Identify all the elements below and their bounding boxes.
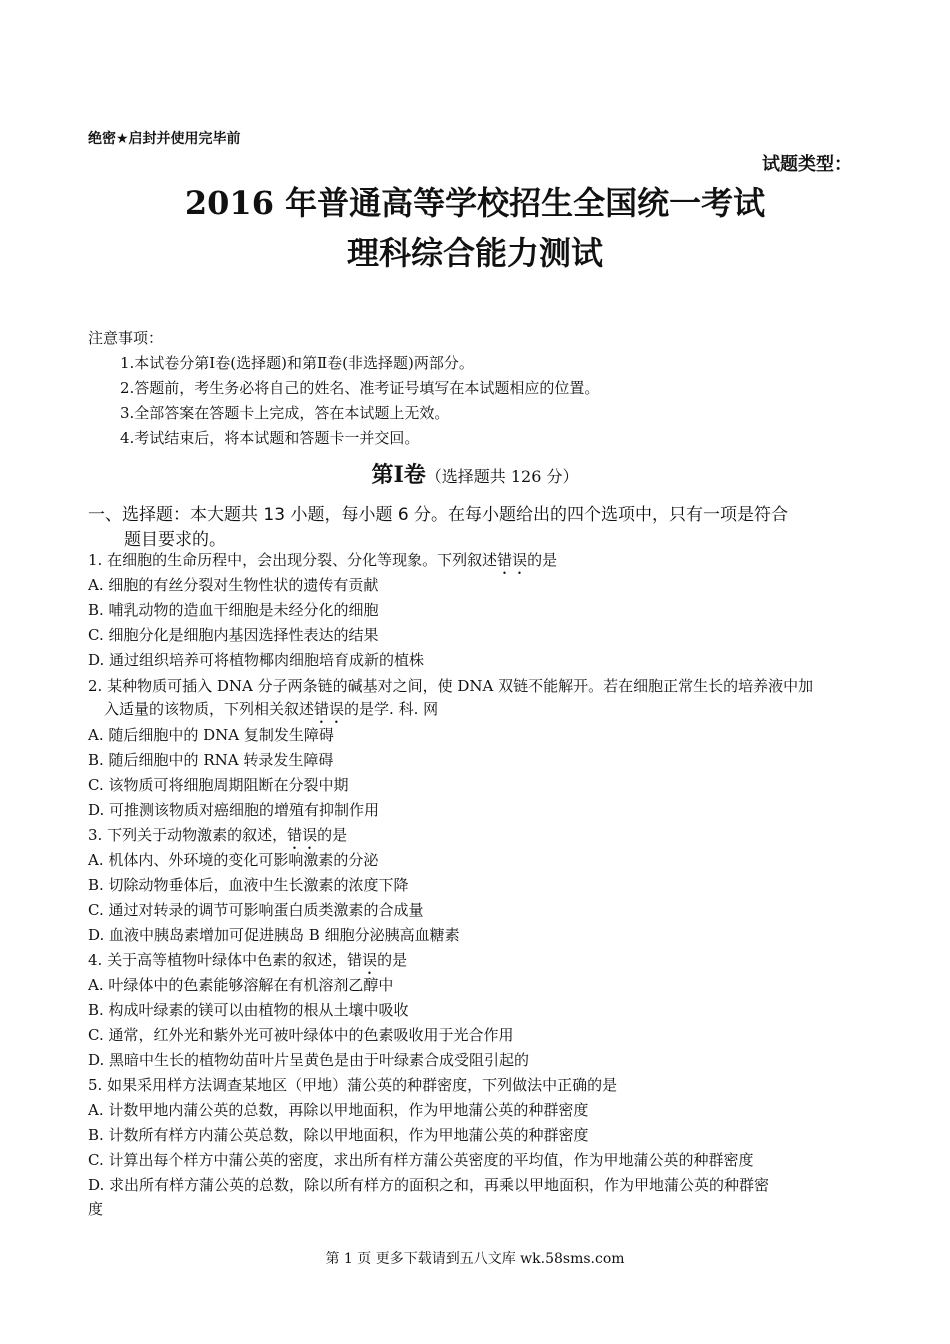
option-item: C. 该物质可将细胞周期阻断在分裂中期 — [88, 776, 349, 794]
question-4-stem: 4. 关于高等植物叶绿体中色素的叙述，错误的是 — [88, 951, 408, 969]
option-item: A. 随后细胞中的 DNA 复制发生障碍 — [88, 726, 334, 744]
emphasis-mark: 错误 — [314, 700, 345, 718]
note-item: 1.本试卷分第Ⅰ卷(选择题)和第Ⅱ卷(非选择题)两部分。 — [120, 354, 474, 372]
volume-subtitle: （选择题共 126 分） — [425, 467, 579, 486]
option-item: B. 切除动物垂体后，血液中生长激素的浓度下降 — [88, 876, 409, 894]
question-2-stem: 2. 某种物质可插入 DNA 分子两条链的碱基对之间，使 DNA 双链不能解开。若在细胞正常生长的培养液中加 — [88, 677, 814, 695]
option-item: B. 随后细胞中的 RNA 转录发生障碍 — [88, 751, 334, 769]
option-item-cont: 度 — [88, 1200, 104, 1218]
question-3-stem: 3. 下列关于动物激素的叙述，错误的是 — [88, 826, 348, 844]
option-item: D. 黑暗中生长的植物幼苗叶片呈黄色是由于叶绿素合成受阻引起的 — [88, 1051, 530, 1069]
emphasis-mark: 错误 — [287, 826, 318, 844]
question-1-stem: 1. 在细胞的生命历程中，会出现分裂、分化等现象。下列叙述错误的是 — [88, 551, 558, 569]
section-heading-cont: 题目要求的。 — [124, 530, 226, 550]
option-item: B. 计数所有样方内蒲公英总数，除以甲地面积，作为甲地蒲公英的种群密度 — [88, 1126, 589, 1144]
note-item: 4.考试结束后，将本试题和答题卡一并交回。 — [120, 429, 420, 447]
option-item: C. 细胞分化是细胞内基因选择性表达的结果 — [88, 626, 379, 644]
option-item: D. 通过组织培养可将植物椰肉细胞培育成新的植株 — [88, 651, 425, 669]
volume-title: 第Ⅰ卷 — [371, 462, 426, 488]
question-5-stem: 5. 如果采用样方法调查某地区（甲地）蒲公英的种群密度，下列做法中正确的是 — [88, 1076, 618, 1094]
option-item: B. 构成叶绿素的镁可以由植物的根从土壤中吸收 — [88, 1001, 409, 1019]
volume-heading — [0, 458, 950, 489]
exam-title: 2016 年普通高等学校招生全国统一考试 — [184, 184, 766, 222]
question-2-stem-cont: 入适量的该物质，下列相关叙述错误的是学. 科. 网 — [104, 700, 439, 718]
emphasis-mark: 误 — [362, 951, 378, 969]
option-item: B. 哺乳动物的造血干细胞是未经分化的细胞 — [88, 601, 379, 619]
note-item: 3.全部答案在答题卡上完成，答在本试题上无效。 — [120, 404, 450, 422]
section-heading: 一、选择题：本大题共 13 小题，每小题 6 分。在每小题给出的四个选项中，只有一项是符合 — [88, 505, 789, 525]
option-item: A. 机体内、外环境的变化可影响激素的分泌 — [88, 851, 379, 869]
option-item: D. 求出所有样方蒲公英的总数，除以所有样方的面积之和，再乘以甲地面积，作为甲地蒲公英的种群密 — [88, 1176, 770, 1194]
option-item: C. 计算出每个样方中蒲公英的密度，求出所有样方蒲公英密度的平均值，作为甲地蒲公英的种群密度 — [88, 1151, 754, 1169]
question-type-label: 试题类型： — [762, 154, 852, 175]
option-item: A. 计数甲地内蒲公英的总数，再除以甲地面积，作为甲地蒲公英的种群密度 — [88, 1101, 589, 1119]
confidential-label: 绝密★启封并使用完毕前 — [88, 131, 241, 147]
option-item: D. 血液中胰岛素增加可促进胰岛 B 细胞分泌胰高血糖素 — [88, 926, 460, 944]
emphasis-mark: 错误 — [497, 551, 528, 569]
option-item: A. 细胞的有丝分裂对生物性状的遗传有贡献 — [88, 576, 379, 594]
option-item: C. 通过对转录的调节可影响蛋白质类激素的合成量 — [88, 901, 424, 919]
exam-subtitle: 理科综合能力测试 — [346, 234, 603, 272]
note-item: 2.答题前，考生务必将自己的姓名、准考证号填写在本试题相应的位置。 — [120, 379, 600, 397]
option-item: A. 叶绿体中的色素能够溶解在有机溶剂乙醇中 — [88, 976, 394, 994]
option-item: C. 通常，红外光和紫外光可被叶绿体中的色素吸收用于光合作用 — [88, 1026, 514, 1044]
notes-heading: 注意事项： — [88, 329, 164, 347]
option-item: D. 可推测该物质对癌细胞的增殖有抑制作用 — [88, 801, 380, 819]
page-footer: 第 1 页 更多下载请到五八文库 wk.58sms.com — [325, 1251, 625, 1267]
